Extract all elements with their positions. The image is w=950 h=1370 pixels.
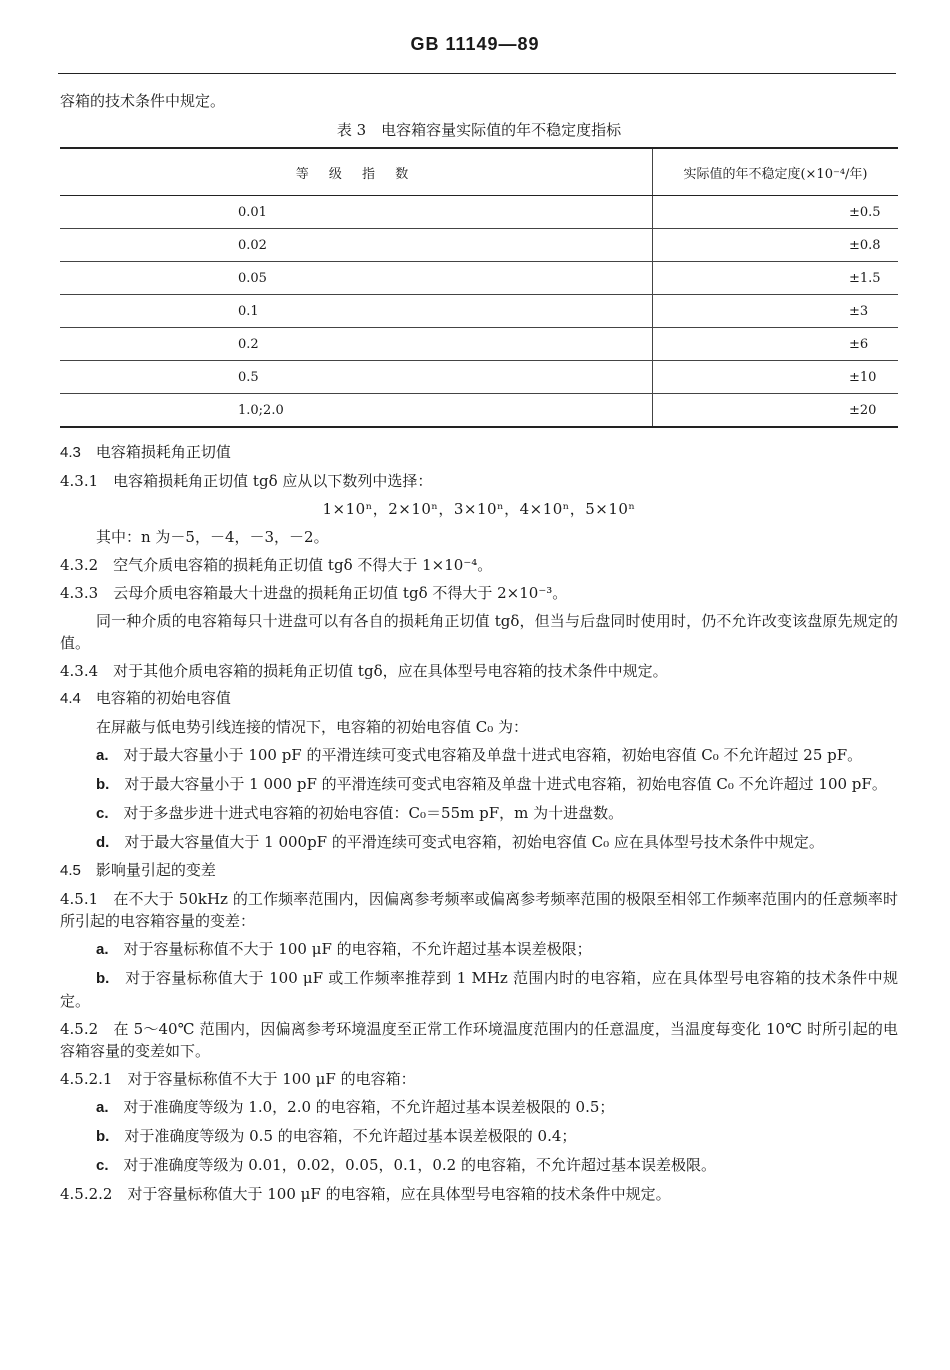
list-item <box>60 967 898 1012</box>
grade-cell: 0.01 <box>60 196 653 229</box>
item-label: a. <box>96 1099 109 1116</box>
instability-cell: ±0.5 <box>653 196 899 229</box>
clause-4-3-2: 4.3.2 空气介质电容箱的损耗角正切值 tgδ 不得大于 1×10⁻⁴。 <box>60 556 493 574</box>
table-row <box>60 394 898 428</box>
item-label: a. <box>96 747 109 764</box>
instability-cell: ±0.8 <box>653 229 899 262</box>
grade-cell: 1.0;2.0 <box>60 394 653 428</box>
table-row <box>60 196 898 229</box>
header-rule <box>58 73 896 74</box>
table-row <box>60 361 898 394</box>
grade-cell: 0.1 <box>60 295 653 328</box>
page-header: GB 11149—89 <box>410 34 540 54</box>
table-caption: 表 3 电容箱容量实际值的年不稳定度指标 <box>336 121 622 139</box>
exponent-note: 其中：n 为－5，－4，－3，－2。 <box>96 528 329 546</box>
clause-4-3-3-text: 同一种介质的电容箱每只十进盘可以有各自的损耗角正切值 tgδ，但当与后盘同时使用时，仍不允许改变该盘原先规定的值。 <box>60 612 898 652</box>
document-body <box>60 90 898 1211</box>
table-header-row <box>60 148 898 196</box>
table-row <box>60 262 898 295</box>
item-text: 对于容量标称值不大于 100 μF 的电容箱，不允许超过基本误差极限； <box>123 940 592 958</box>
list-item <box>60 831 898 854</box>
grade-cell: 0.2 <box>60 328 653 361</box>
grade-cell: 0.05 <box>60 262 653 295</box>
item-label: d. <box>96 834 110 851</box>
item-label: c. <box>96 1157 109 1174</box>
table-row <box>60 328 898 361</box>
item-text: 对于准确度等级为 0.5 的电容箱，不允许超过基本误差极限的 0.4； <box>124 1127 577 1145</box>
clause-4-5-1: 4.5.1 在不大于 50kHz 的工作频率范围内，因偏离参考频率或偏离参考频率范围的极限至相邻工作频率范围内的任意频率时所引起的电容箱容量的变差： <box>60 890 898 930</box>
item-label: c. <box>96 805 109 822</box>
grade-cell: 0.02 <box>60 229 653 262</box>
clause-4-3-4: 4.3.4 对于其他介质电容箱的损耗角正切值 tgδ，应在具体型号电容箱的技术条件中规定。 <box>60 662 668 680</box>
table-row <box>60 229 898 262</box>
item-text: 对于准确度等级为 0.01，0.02，0.05，0.1，0.2 的电容箱，不允许超过基本误差极限。 <box>123 1156 716 1174</box>
table-row <box>60 295 898 328</box>
clause-4-5-2-2: 4.5.2.2 对于容量标称值大于 100 μF 的电容箱，应在具体型号电容箱的技术条件中规定。 <box>60 1185 671 1203</box>
item-label: a. <box>96 941 109 958</box>
item-label: b. <box>96 776 110 793</box>
list-item <box>60 773 898 796</box>
tan-delta-series: 1×10ⁿ，2×10ⁿ，3×10ⁿ，4×10ⁿ，5×10ⁿ <box>322 500 636 518</box>
clause-4-5-2-1: 4.5.2.1 对于容量标称值不大于 100 μF 的电容箱： <box>60 1070 416 1088</box>
list-item <box>60 802 898 825</box>
clause-4-3-3: 4.3.3 云母介质电容箱最大十进盘的损耗角正切值 tgδ 不得大于 2×10⁻³。 <box>60 584 568 602</box>
intro-line: 容箱的技术条件中规定。 <box>60 92 226 110</box>
section-4-3-heading: 4.3 电容箱损耗角正切值 <box>60 444 231 461</box>
instability-cell: ±10 <box>653 361 899 394</box>
list-item <box>60 744 898 767</box>
instability-cell: ±6 <box>653 328 899 361</box>
instability-cell: ±1.5 <box>653 262 899 295</box>
item-text: 对于最大容量小于 100 pF 的平滑连续可变式电容箱及单盘十进式电容箱，初始电容值 C₀ 不允许超过 25 pF。 <box>123 746 863 764</box>
clause-4-3-1: 4.3.1 电容箱损耗角正切值 tgδ 应从以下数列中选择： <box>60 472 433 490</box>
item-label: b. <box>96 1128 110 1145</box>
item-text: 对于准确度等级为 1.0，2.0 的电容箱，不允许超过基本误差极限的 0.5； <box>123 1098 615 1116</box>
header-grade-index: 等 级 指 数 <box>60 148 653 196</box>
list-item <box>60 938 898 961</box>
instability-cell: ±20 <box>653 394 899 428</box>
section-4-5-heading: 4.5 影响量引起的变差 <box>60 862 216 879</box>
item-label: b. <box>96 970 110 987</box>
list-item <box>60 1154 898 1177</box>
item-text: 对于多盘步进十进式电容箱的初始电容值：C₀＝55m pF，m 为十进盘数。 <box>123 804 624 822</box>
instability-table <box>60 147 898 428</box>
instability-cell: ±3 <box>653 295 899 328</box>
clause-4-5-2: 4.5.2 在 5～40℃ 范围内，因偏离参考环境温度至正常工作环境温度范围内的任意温度，当温度每变化 10℃ 时所引起的电容箱容量的变差如下。 <box>60 1020 898 1060</box>
grade-cell: 0.5 <box>60 361 653 394</box>
item-text: 对于最大容量小于 1 000 pF 的平滑连续可变式电容箱及单盘十进式电容箱，初始电容值 C₀ 不允许超过 100 pF。 <box>124 775 887 793</box>
item-text: 对于容量标称值大于 100 μF 或工作频率推荐到 1 MHz 范围内时的电容箱，应在具体型号电容箱的技术条件中规定。 <box>60 969 898 1010</box>
item-text: 对于最大容量值大于 1 000pF 的平滑连续可变式电容箱，初始电容值 C₀ 应在具体型号技术条件中规定。 <box>124 833 824 851</box>
list-item <box>60 1125 898 1148</box>
section-4-4-heading: 4.4 电容箱的初始电容值 <box>60 690 231 707</box>
header-annual-instability: 实际值的年不稳定度(×10⁻⁴/年) <box>653 148 899 196</box>
clause-4-4-text: 在屏蔽与低电势引线连接的情况下，电容箱的初始电容值 C₀ 为： <box>96 718 529 736</box>
list-item <box>60 1096 898 1119</box>
